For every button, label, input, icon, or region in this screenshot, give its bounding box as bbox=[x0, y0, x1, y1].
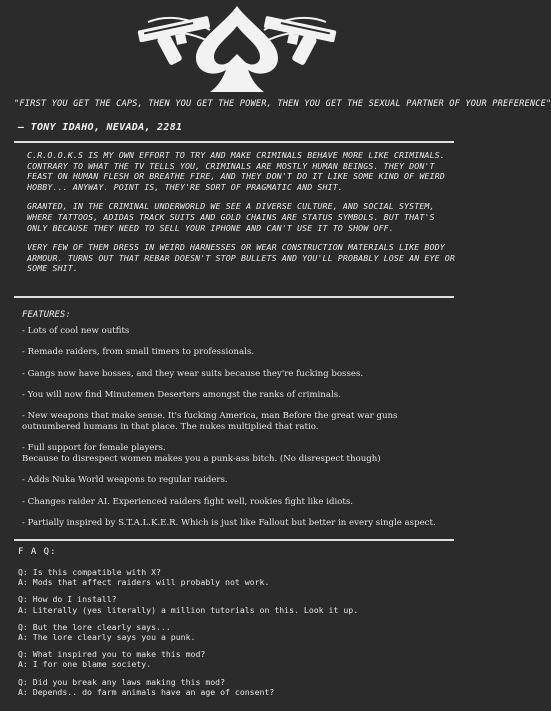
faq-answer: A: Depends.. do farm animals have an age of consent? bbox=[18, 686, 275, 697]
quote-attribution: — TONY IDAHO, NEVADA, 2281 bbox=[18, 122, 183, 133]
feature-item: - Gangs now have bosses, and they wear suits because they're fucking bosses. bbox=[22, 368, 364, 379]
feature-item: - Lots of cool new outfits bbox=[22, 326, 130, 336]
feature-item: - Changes raider AI. Experienced raiders fight well, rookies fight like idiots. bbox=[22, 496, 353, 507]
divider bbox=[14, 539, 454, 541]
features-title: FEATURES: bbox=[22, 310, 71, 320]
feature-item: - Remade raiders, from small timers to professionals. bbox=[22, 347, 254, 358]
feature-item: - New weapons that make sense. It's fucking America, man Before the great war guns outnumbered humans in that place. The nukes multiplied that ratio. bbox=[22, 411, 398, 432]
faq-item bbox=[18, 567, 458, 587]
faq-answer: A: Mods that affect raiders will probably not work. bbox=[18, 577, 270, 588]
faq-item bbox=[18, 594, 458, 614]
faq-question: Q: Is this compatible with X? bbox=[18, 567, 161, 577]
divider bbox=[14, 141, 454, 143]
faq-item bbox=[18, 677, 458, 697]
intro-text bbox=[27, 150, 457, 283]
features-list bbox=[22, 326, 454, 539]
faq-question: Q: Did you break any laws making this mod? bbox=[18, 676, 226, 687]
divider bbox=[14, 296, 454, 298]
faq-question: Q: What inspired you to make this mod? bbox=[18, 649, 206, 660]
feature-item: - Partially inspired by S.T.A.L.K.E.R. Which is just like Fallout but better in every single aspect. bbox=[22, 517, 436, 528]
intro-paragraph: C.R.O.O.K.S IS MY OWN EFFORT TO TRY AND MAKE CRIMINALS BEHAVE MORE LIKE CRIMINALS. CONTRARY TO WHAT THE TV TELLS YOU, CRIMINALS ARE MOSTLY HUMAN BEINGS. THEY DON'T FEAST ON HUMAN FLESH OR BREATHE FIRE, AND THEY DON'T DO IT LIKE SOME KIND OF WEIRD HOBBY... ANYWAY. POINT IS, THEY'RE SORT OF PRAGMATIC AND SHIT. bbox=[27, 150, 445, 192]
faq-answer: A: Literally (yes literally) a million tutorials on this. Look it up. bbox=[18, 604, 359, 615]
spade-with-crossed-pistols-icon bbox=[0, 0, 474, 96]
feature-item: - You will now find Minutemen Deserters amongst the ranks of criminals. bbox=[22, 389, 341, 400]
faq-question: Q: How do I install? bbox=[18, 594, 117, 605]
feature-item: - Full support for female players. Because to disrespect women makes you a punk-ass bitch. (No disrespect though) bbox=[22, 443, 381, 465]
faq-list bbox=[18, 567, 458, 704]
faq-item bbox=[18, 622, 458, 642]
faq-answer: A: I for one blame society. bbox=[18, 659, 152, 670]
faq-answer: A: The lore clearly says you a punk. bbox=[18, 632, 196, 643]
faq-item bbox=[18, 649, 458, 669]
faq-question: Q: But the lore clearly says... bbox=[18, 621, 171, 632]
faq-title: F A Q: bbox=[18, 547, 57, 557]
feature-item: - Adds Nuka World weapons to regular raiders. bbox=[22, 475, 228, 486]
header-quote: "FIRST YOU GET THE CAPS, THEN YOU GET THE POWER, THEN YOU GET THE SEXUAL PARTNER OF YOUR PREFERENCE" bbox=[14, 99, 551, 109]
intro-paragraph: GRANTED, IN THE CRIMINAL UNDERWORLD WE SEE A DIVERSE CULTURE, AND SOCIAL SYSTEM, WHERE TATTOOS, ADIDAS TRACK SUITS AND GOLD CHAINS ARE STATUS SYMBOLS. BUT THAT'S ONLY BECAUSE THEY NEED TO SELL YOUR IPHONE AND CAN'T USE IT TO SHOW OFF. bbox=[27, 201, 435, 233]
intro-paragraph: VERY FEW OF THEM DRESS IN WEIRD HARNESSES OR WEAR CONSTRUCTION MATERIALS LIKE BODY ARMOUR. TURNS OUT THAT REBAR DOESN'T STOP BULLETS AND YOU'LL PROBABLY LOSE AN EYE OR SOME SHIT. bbox=[27, 242, 455, 274]
